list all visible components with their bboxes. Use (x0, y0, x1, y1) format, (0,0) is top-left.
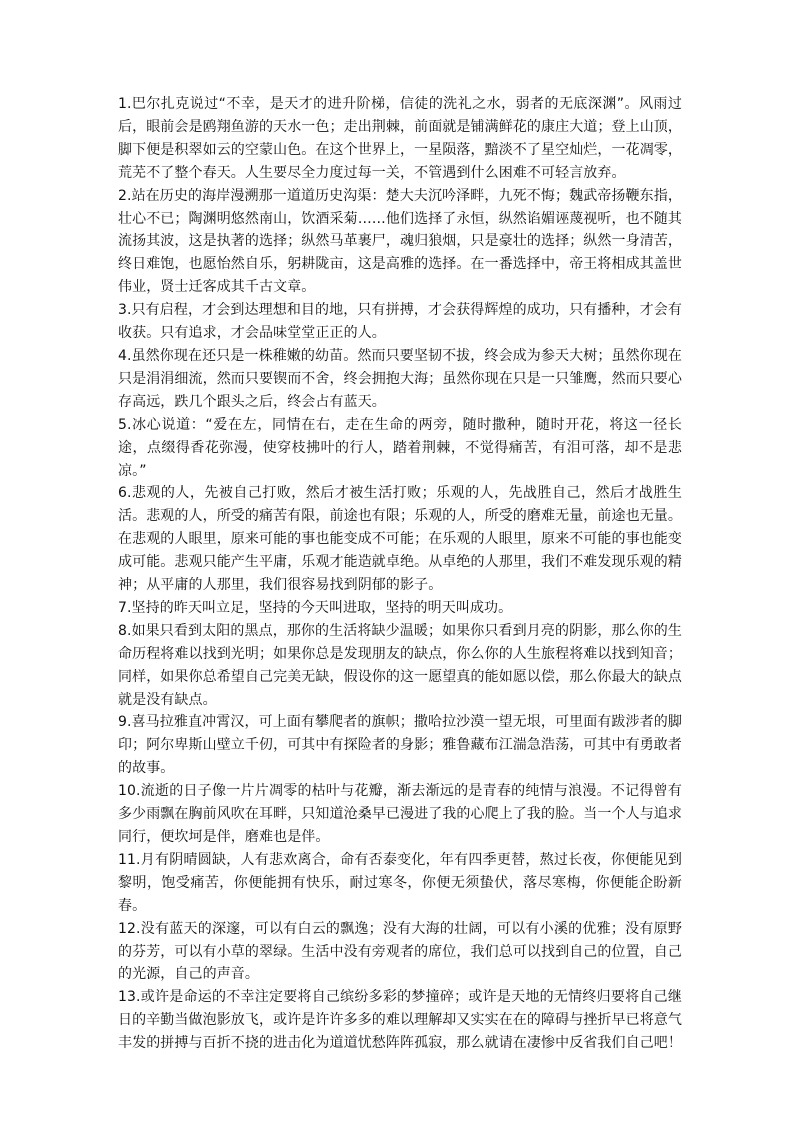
paragraph-13: 13.或许是命运的不幸注定要将自己缤纷多彩的梦撞碎；或许是天地的无情终归要将自己继日的辛勤当做泡影放飞，或许是许许多多的难以理解却又实实在在的障碍与挫折早已将意气丰发的拼搏与百折不挠的进击化为道道忧愁阵阵孤寂，那么就请在凄惨中反省我们自己吧！ (118, 989, 682, 1052)
paragraph-5: 5.冰心说道：“爱在左，同情在右，走在生命的两旁，随时撒种，随时开花，将这一径长途，点缀得香花弥漫，使穿枝拂叶的行人，踏着荆棘，不觉得痛苦，有泪可落，却不是悲凉。” (118, 416, 682, 479)
paragraph-3: 3.只有启程，才会到达理想和目的地，只有拼搏，才会获得辉煌的成功，只有播种，才会有收获。只有追求，才会品味堂堂正正的人。 (118, 302, 682, 342)
paragraph-8: 8.如果只看到太阳的黑点，那你的生活将缺少温暖；如果你只看到月亮的阴影，那么你的生命历程将难以找到光明；如果你总是发现朋友的缺点，你么你的人生旅程将难以找到知音；同样，如果你总希望自己完美无缺，假设你的这一愿望真的能如愿以偿，那么你最大的缺点就是没有缺点。 (118, 622, 682, 708)
paragraph-11: 11.月有阴晴圆缺，人有悲欢离合，命有否泰变化，年有四季更替，熬过长夜，你便能见到黎明，饱受痛苦，你便能拥有快乐，耐过寒冬，你便无须蛰伏，落尽寒梅，你便能企盼新春。 (118, 851, 682, 914)
paragraph-2: 2.站在历史的海岸漫溯那一道道历史沟渠：楚大夫沉吟泽畔，九死不悔；魏武帝扬鞭东指，壮心不已；陶渊明悠然南山，饮酒采菊……他们选择了永恒，纵然谄媚诬蔑视听，也不随其流扬其波，这是执著的选择；纵然马革裹尸，魂归狼烟，只是豪壮的选择；纵然一身清苦，终日难饱，也愿怡然自乐，躬耕陇亩，这是高雅的选择。在一番选择中，帝王将相成其盖世伟业，贤士迁客成其千古文章。 (118, 187, 682, 296)
paragraph-10: 10.流逝的日子像一片片凋零的枯叶与花瓣，渐去渐远的是青春的纯情与浪漫。不记得曾有多少雨飘在胸前风吹在耳畔，只知道沧桑早已漫进了我的心爬上了我的脸。当一个人与追求同行，便坎坷是伴，磨难也是伴。 (118, 783, 682, 845)
paragraph-4: 4.虽然你现在还只是一株稚嫩的幼苗。然而只要坚韧不拔，终会成为参天大树；虽然你现在只是涓涓细流，然而只要锲而不舍，终会拥抱大海；虽然你现在只是一只雏鹰，然而只要心存高远，跌几个跟头之后，终会占有蓝天。 (118, 347, 682, 410)
paragraph-6: 6.悲观的人，先被自己打败，然后才被生活打败；乐观的人，先战胜自己，然后才战胜生活。悲观的人，所受的痛苦有限，前途也有限；乐观的人，所受的磨难无量，前途也无量。在悲观的人眼里，原来可能的事也能变成不可能；在乐观的人眼里，原来不可能的事也能变成可能。悲观只能产生平庸，乐观才能造就卓绝。从卓绝的人那里，我们不难发现乐观的精神；从平庸的人那里，我们很容易找到阴郁的影子。 (118, 485, 682, 594)
paragraph-1: 1.巴尔扎克说过“不幸，是天才的进升阶梯，信徒的洗礼之水，弱者的无底深渊”。风雨过后，眼前会是鸥翔鱼游的天水一色；走出荆棘，前面就是铺满鲜花的康庄大道；登上山顶，脚下便是积翠如云的空蒙山色。在这个世界上，一星陨落，黯淡不了星空灿烂，一花凋零，荒芜不了整个春天。人生要尽全力度过每一关，不管遇到什么困难不可轻言放弃。 (118, 96, 682, 181)
paragraph-9: 9.喜马拉雅直冲霄汉，可上面有攀爬者的旗帜；撒哈拉沙漠一望无垠，可里面有跋涉者的脚印；阿尔卑斯山壁立千仞，可其中有探险者的身影；雅鲁藏布江湍急浩荡，可其中有勇敢者的故事。 (118, 714, 682, 777)
paragraph-12: 12.没有蓝天的深邃，可以有白云的飘逸；没有大海的壮阔，可以有小溪的优雅；没有原野的芬芳，可以有小草的翠绿。生活中没有旁观者的席位，我们总可以找到自己的位置，自己的光源，自己的声音。 (118, 920, 682, 983)
document-body (118, 93, 682, 1055)
paragraph-7: 7.坚持的昨天叫立足，坚持的今天叫进取，坚持的明天叫成功。 (118, 599, 513, 616)
